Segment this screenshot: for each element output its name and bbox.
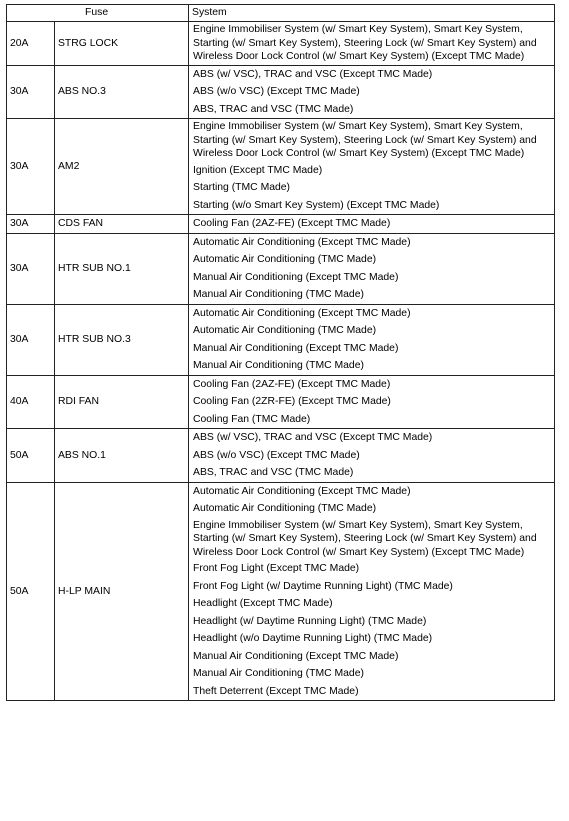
system-entry: Cooling Fan (2ZR-FE) (Except TMC Made) [193,396,391,407]
system-list [189,375,555,429]
fuse-name: HTR SUB NO.1 [55,233,189,304]
system-entry: ABS (w/ VSC), TRAC and VSC (Except TMC Made) [193,432,433,443]
system-entry: Automatic Air Conditioning (TMC Made) [193,503,377,514]
fuse-amperage: 50A [7,429,55,483]
system-entry: Theft Deterrent (Except TMC Made) [193,685,359,697]
system-entry: Cooling Fan (2AZ-FE) (Except TMC Made) [193,378,391,390]
fuse-name: RDI FAN [55,375,189,429]
system-entry: Cooling Fan (2AZ-FE) (Except TMC Made) [193,218,391,229]
system-entry: Automatic Air Conditioning (TMC Made) [193,325,377,336]
system-entry: Ignition (Except TMC Made) [193,164,323,176]
system-entry: Engine Immobiliser System (w/ Smart Key System), Smart Key System, Starting (w/ Smart Key System), Steering Lock (w/ Smart Key System) and Wireless Door Lock Control (w/ Smart Key System) (Except TMC Made) [193,24,537,62]
system-entry: Manual Air Conditioning (TMC Made) [193,289,364,300]
system-entry: Manual Air Conditioning (TMC Made) [193,360,364,371]
system-list [189,119,555,215]
system-list [189,429,555,483]
fuse-name: AM2 [55,119,189,215]
system-entry: Manual Air Conditioning (Except TMC Made) [193,650,399,662]
table-row [7,304,555,375]
system-entry: Automatic Air Conditioning (TMC Made) [193,254,377,265]
system-entry: Headlight (w/ Daytime Running Light) (TMC Made) [193,615,427,627]
system-entry: Starting (w/o Smart Key System) (Except TMC Made) [193,199,440,211]
table-row [7,22,555,66]
fuse-amperage: 30A [7,233,55,304]
system-list [189,215,555,234]
fuse-amperage: 30A [7,119,55,215]
system-entry: Engine Immobiliser System (w/ Smart Key System), Smart Key System, Starting (w/ Smart Key System), Steering Lock (w/ Smart Key System) and Wireless Door Lock Control (w/ Smart Key System) (Except TMC Made) [193,121,537,159]
system-entry: ABS (w/ VSC), TRAC and VSC (Except TMC Made) [193,68,433,80]
table-row [7,215,555,234]
system-entry: ABS (w/o VSC) (Except TMC Made) [193,449,360,461]
fuse-amperage: 30A [7,65,55,119]
fuse-name: CDS FAN [55,215,189,234]
system-list [189,22,555,66]
fuse-name: ABS NO.1 [55,429,189,483]
system-entry: Automatic Air Conditioning (Except TMC Made) [193,485,411,497]
fuse-name: H-LP MAIN [55,482,189,701]
fuse-name: STRG LOCK [55,22,189,66]
system-list [189,65,555,119]
table-row [7,65,555,119]
system-entry: Automatic Air Conditioning (Except TMC Made) [193,307,411,319]
system-entry: Engine Immobiliser System (w/ Smart Key System), Smart Key System, Starting (w/ Smart Key System), Steering Lock (w/ Smart Key System) and Wireless Door Lock Control (w/ Smart Key System) (Except TMC Made) [193,519,537,558]
fuse-table [6,4,555,701]
system-column-header: System [189,5,555,22]
system-entry: Cooling Fan (TMC Made) [193,413,311,425]
system-entry: ABS (w/o VSC) (Except TMC Made) [193,86,360,97]
system-entry: Starting (TMC Made) [193,182,291,193]
system-entry: ABS, TRAC and VSC (TMC Made) [193,103,354,115]
system-entry: Headlight (Except TMC Made) [193,598,333,609]
fuse-amperage: 30A [7,215,55,234]
table-row [7,482,555,701]
system-list [189,482,555,701]
system-entry: Front Fog Light (Except TMC Made) [193,563,360,574]
system-entry: Manual Air Conditioning (Except TMC Made) [193,342,399,354]
fuse-amperage: 50A [7,482,55,701]
table-row [7,119,555,215]
table-header-row [7,5,555,22]
fuse-amperage: 30A [7,304,55,375]
table-row [7,429,555,483]
fuse-column-header: Fuse [7,5,189,22]
system-entry: Automatic Air Conditioning (Except TMC Made) [193,236,411,248]
system-entry: ABS, TRAC and VSC (TMC Made) [193,467,354,478]
table-body [7,22,555,701]
table-row [7,375,555,429]
system-entry: Manual Air Conditioning (TMC Made) [193,668,364,679]
system-entry: Manual Air Conditioning (Except TMC Made) [193,271,399,283]
system-list [189,304,555,375]
system-entry: Headlight (w/o Daytime Running Light) (TMC Made) [193,633,433,644]
system-entry: Front Fog Light (w/ Daytime Running Light) (TMC Made) [193,580,453,592]
fuse-name: HTR SUB NO.3 [55,304,189,375]
fuse-amperage: 20A [7,22,55,66]
fuse-name: ABS NO.3 [55,65,189,119]
table-row [7,233,555,304]
system-list [189,233,555,304]
fuse-amperage: 40A [7,375,55,429]
